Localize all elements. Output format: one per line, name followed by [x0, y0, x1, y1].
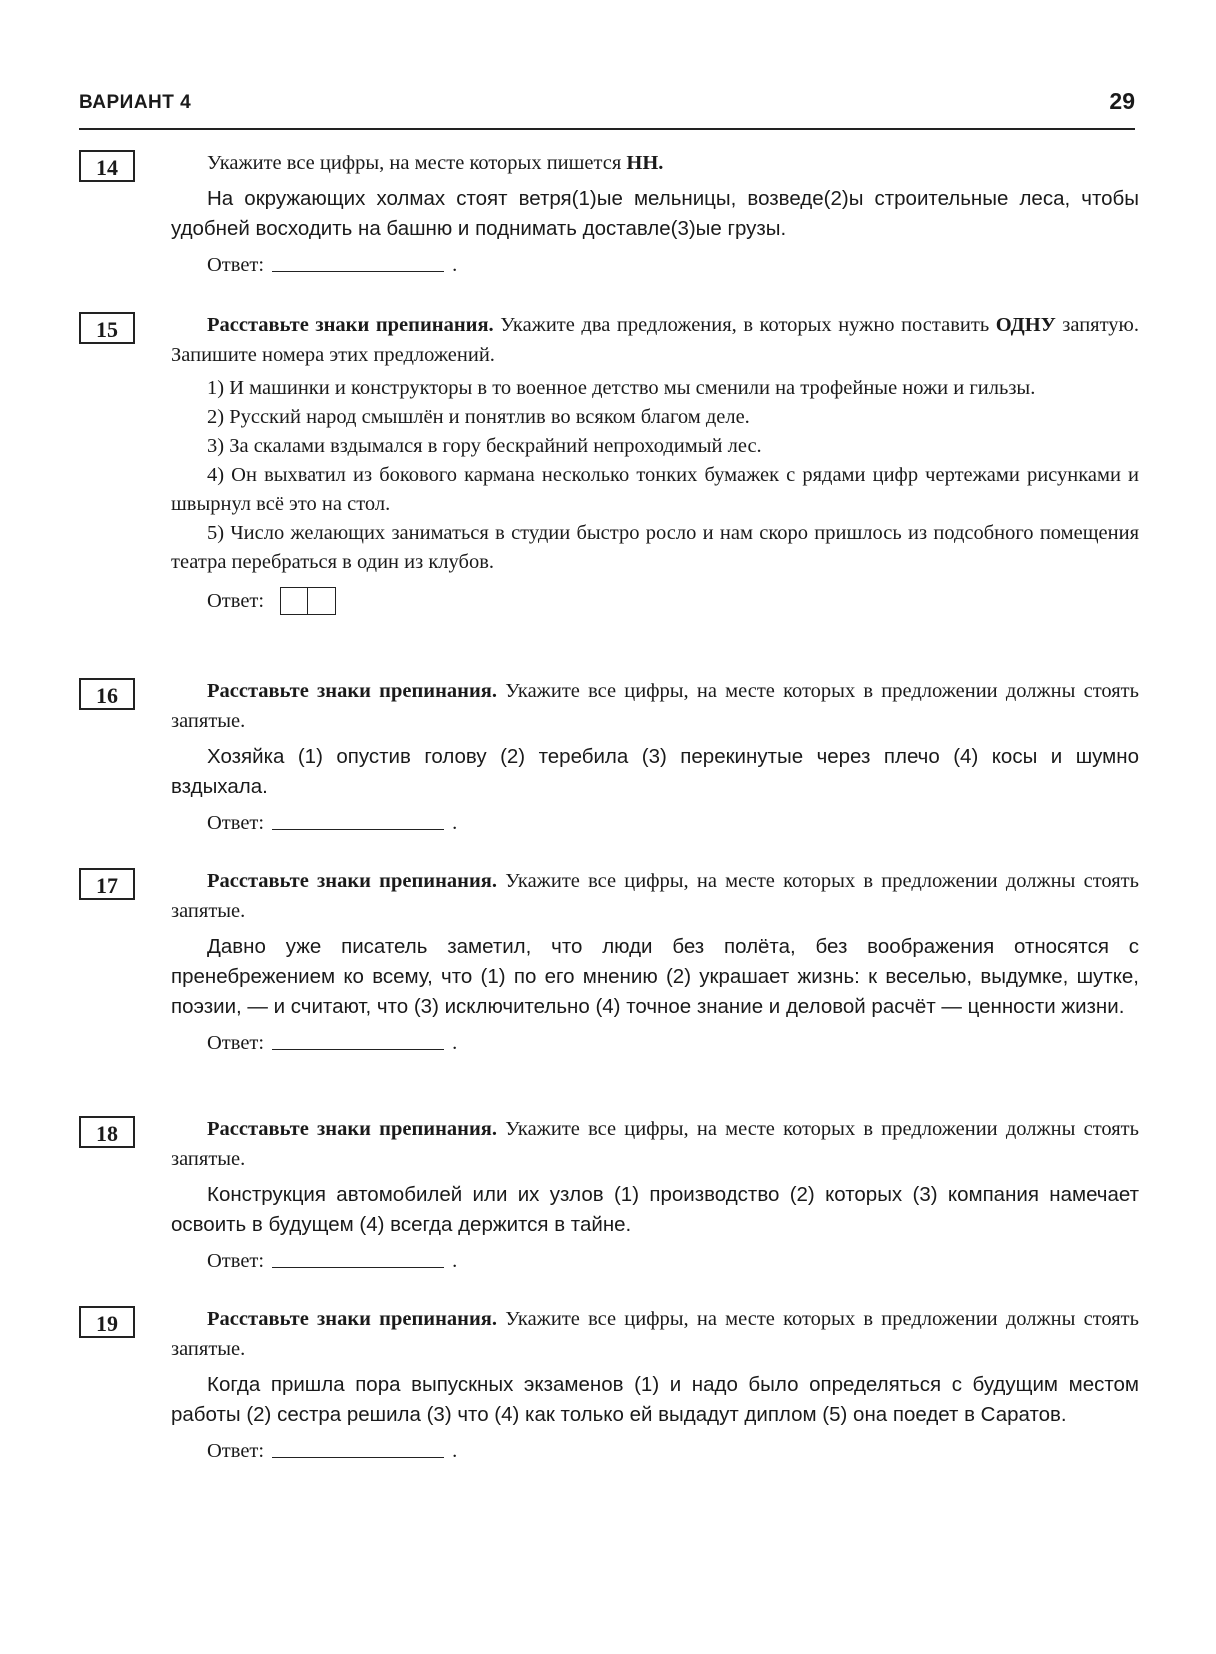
answer-row: Ответ: . [207, 812, 458, 834]
answer-label: Ответ: [207, 812, 265, 834]
task-text: Хозяйка (1) опустив голову (2) теребила (3) перекинутые через плечо (4) косы и шумно вздыхала. [171, 745, 1139, 798]
task-16 [79, 676, 1139, 835]
task-19 [79, 1304, 1139, 1463]
task-instruction: Расставьте знаки препинания. Укажите все цифры, на месте которых в предложении должны стоять запятые. [171, 870, 1139, 922]
list-item: 4) Он выхватил из бокового кармана несколько тонких бумажек с рядами цифр чертежами рисунками и швырнул всё это на стол. [171, 464, 1139, 515]
answer-row: Ответ: . [207, 1440, 458, 1462]
list-item: 1) И машинки и конструкторы в то военное детство мы сменили на трофейные ножи и гильзы. [207, 377, 1036, 399]
task-instruction: Расставьте знаки препинания. Укажите все цифры, на месте которых в предложении должны стоять запятые. [171, 1118, 1139, 1170]
task-number: 14 [79, 150, 135, 182]
page-header [79, 88, 1135, 130]
task-text: На окружающих холмах стоят ветря(1)ые мельницы, возведе(2)ы строительные леса, чтобы удобней восходить на башню и поднимать доставле(3)ые грузы. [171, 187, 1139, 240]
answer-line[interactable] [272, 1457, 444, 1458]
answer-line[interactable] [272, 1049, 444, 1050]
answer-label: Ответ: [207, 1032, 265, 1054]
variant-title: ВАРИАНТ 4 [79, 92, 192, 113]
answer-line[interactable] [272, 1267, 444, 1268]
answer-row: Ответ: . [207, 254, 458, 276]
answer-line[interactable] [272, 829, 444, 830]
list-item: 2) Русский народ смышлён и понятлив во всяком благом деле. [207, 406, 750, 428]
answer-row: Ответ: . [207, 1032, 458, 1054]
page-number: 29 [1109, 88, 1135, 114]
answer-cell[interactable] [308, 587, 336, 615]
answer-row [207, 587, 1139, 615]
answer-line[interactable] [272, 271, 444, 272]
task-text: Когда пришла пора выпускных экзаменов (1) и надо было определяться с будущим местом работы (2) сестра решила (3) что (4) как только ей выдадут диплом (5) она поедет в Саратов. [171, 1373, 1139, 1426]
task-18 [79, 1114, 1139, 1273]
task-15 [79, 310, 1139, 615]
task-text: Конструкция автомобилей или их узлов (1) производство (2) которых (3) компания намечает освоить в будущем (4) всегда держится в тайне. [171, 1183, 1139, 1236]
answer-cells [280, 587, 336, 615]
task-instruction: Расставьте знаки препинания. Укажите все цифры, на месте которых в предложении должны стоять запятые. [171, 680, 1139, 732]
task-17 [79, 866, 1139, 1055]
answer-cell[interactable] [280, 587, 308, 615]
answer-row: Ответ: . [207, 1250, 458, 1272]
answer-label: Ответ: [207, 1250, 265, 1272]
task-instruction: Укажите все цифры, на месте которых пишется НН. [207, 152, 664, 174]
answer-label: Ответ: [207, 1440, 265, 1462]
task-number: 16 [79, 678, 135, 710]
task-instruction: Расставьте знаки препинания. Укажите два предложения, в которых нужно поставить ОДНУ запятую. Запишите номера этих предложений. [171, 314, 1139, 366]
answer-label: Ответ: [207, 589, 265, 612]
list-item: 5) Число желающих заниматься в студии быстро росло и нам скоро пришлось из подсобного помещения театра перебраться в один из клубов. [171, 522, 1139, 573]
task-instruction: Расставьте знаки препинания. Укажите все цифры, на месте которых в предложении должны стоять запятые. [171, 1308, 1139, 1360]
answer-label: Ответ: [207, 254, 265, 276]
task-number: 19 [79, 1306, 135, 1338]
task-14 [79, 148, 1139, 277]
task-number: 15 [79, 312, 135, 344]
list-item: 3) За скалами вздымался в гору бескрайний непроходимый лес. [207, 435, 762, 457]
task-number: 18 [79, 1116, 135, 1148]
task-number: 17 [79, 868, 135, 900]
task-text: Давно уже писатель заметил, что люди без полёта, без воображения относятся с пренебрежением ко всему, что (1) по его мнению (2) украшает жизнь: к веселью, выдумке, шутке, поэзии, — и считают, что (3) исключительно (4) точное знание и деловой расчёт — ценности жизни. [171, 935, 1139, 1018]
